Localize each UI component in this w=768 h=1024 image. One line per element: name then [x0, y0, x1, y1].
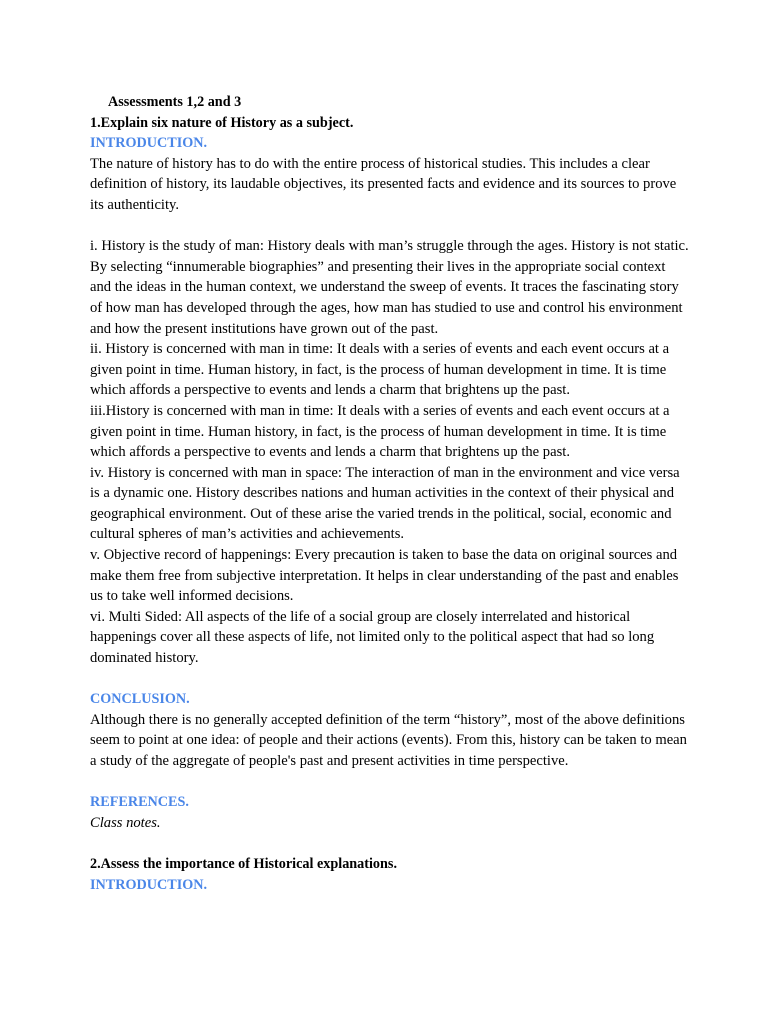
introduction-heading: INTRODUCTION. [90, 135, 208, 152]
paragraph-gap [90, 216, 690, 237]
references-heading: REFERENCES. [90, 794, 189, 811]
conclusion-heading: CONCLUSION. [90, 691, 190, 708]
nature-point-1: i. History is the study of man: History deals with man’s struggle through the ages. History is not static. By selecting “innumerable biographies” and presenting their lives in the appropriate social context and the ideas in the human context, we understand the sweep of events. It traces the fascinating story of how man has developed through the ages, how man has studied to use and control his environment and how the present institutions have grown out of the past. [90, 238, 689, 337]
paragraph-gap [90, 772, 690, 793]
references-text: Class notes. [90, 814, 161, 831]
question-1: 1.Explain six nature of History as a subject. [90, 114, 354, 131]
question-2: 2.Assess the importance of Historical explanations. [90, 855, 397, 872]
assessments-title: Assessments 1,2 and 3 [108, 94, 242, 110]
paragraph-gap [90, 669, 690, 690]
paragraph-gap [90, 833, 690, 854]
question-2-introduction-heading: INTRODUCTION. [90, 876, 208, 893]
conclusion-paragraph: Although there is no generally accepted definition of the term “history”, most of the above definitions seem to point at one idea: of people and their actions (events). From this, history can be taken to mean a study of the aggregate of people's past and present activities in time perspective. [90, 711, 687, 769]
nature-point-4: iv. History is concerned with man in space: The interaction of man in the environment and vice versa is a dynamic one. History describes nations and human activities in the context of their physical and geographical environment. Out of these arise the varied trends in the political, social, economic and cultural spheres of man’s activities and achievements. [90, 464, 680, 543]
nature-point-3: iii.History is concerned with man in time: It deals with a series of events and each event occurs at a given point in time. Human history, in fact, is the process of human development in time. It is time which affords a perspective to events and lends a charm that brightens up the past. [90, 402, 670, 461]
nature-point-6: vi. Multi Sided: All aspects of the life of a social group are closely interrelated and historical happenings cover all these aspects of life, not limited only to the political aspect that had so long dominated history. [90, 608, 655, 667]
introduction-paragraph: The nature of history has to do with the entire process of historical studies. This includes a clear definition of history, its laudable objectives, its presented facts and evidence and its sources to prove its authenticity. [90, 155, 677, 213]
nature-point-2: ii. History is concerned with man in time: It deals with a series of events and each event occurs at a given point in time. Human history, in fact, is the process of human development in time. It is time which affords a perspective to events and lends a charm that brightens up the past. [90, 341, 670, 399]
nature-point-5: v. Objective record of happenings: Every precaution is taken to base the data on original sources and make them free from subjective interpretation. It helps in clear understanding of the past and enables us to take well informed decisions. [90, 547, 679, 605]
